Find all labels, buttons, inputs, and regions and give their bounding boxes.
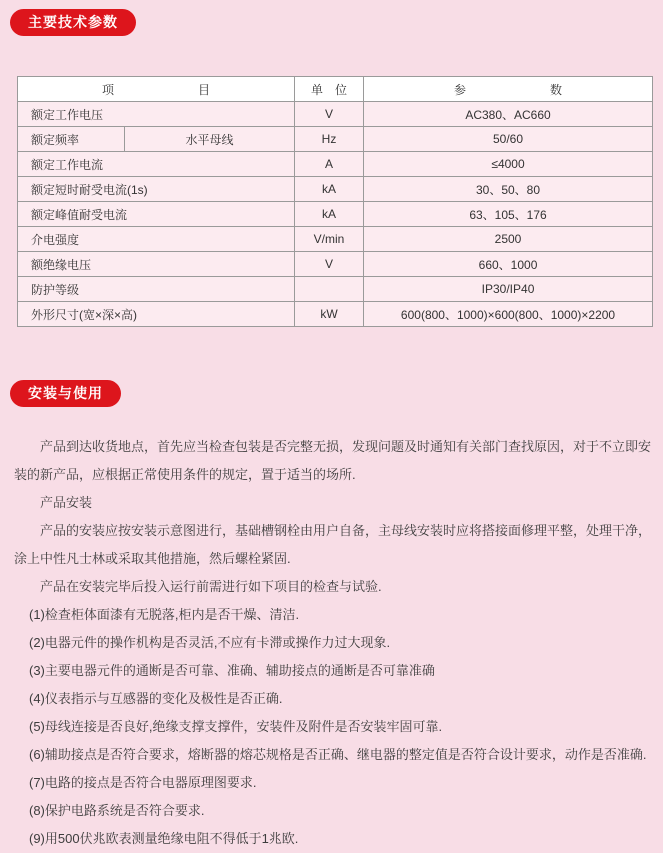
cell-unit: Hz xyxy=(295,127,364,152)
cell-unit: kA xyxy=(295,202,364,227)
table-row xyxy=(18,227,653,252)
cell-item: 额定峰值耐受电流 xyxy=(18,202,295,227)
check-item-8: (8)保护电路系统是否符合要求. xyxy=(29,803,205,818)
check-item-4: (4)仪表指示与互感器的变化及极性是否正确. xyxy=(29,691,283,706)
cell-unit: V/min xyxy=(295,227,364,252)
cell-unit: V xyxy=(295,102,364,127)
check-item-3: (3)主要电器元件的通断是否可靠、准确、辅助接点的通断是否可靠准确 xyxy=(29,663,435,678)
cell-param: 50/60 xyxy=(364,127,653,152)
table-row xyxy=(18,252,653,277)
cell-param: 600(800、1000)×600(800、1000)×2200 xyxy=(364,302,653,327)
paragraph-arrival-check: 产品到达收货地点，首先应当检查包装是否完整无损，发现问题及时通知有关部门查找原因，对于不立即安装的新产品，应根据正常使用条件的规定，置于适当的场所. xyxy=(14,439,652,482)
cell-unit: A xyxy=(295,152,364,177)
paragraph-precommission-intro: 产品在安装完毕后投入运行前需进行如下项目的检查与试验. xyxy=(40,579,382,594)
paragraph-install-heading: 产品安装 xyxy=(40,495,93,510)
check-item-5: (5)母线连接是否良好,绝缘支撑支撑件，安装件及附件是否安装牢固可靠. xyxy=(29,719,443,734)
cell-unit: kW xyxy=(295,302,364,327)
table-row xyxy=(18,202,653,227)
cell-item: 外形尺寸(宽×深×高) xyxy=(18,302,295,327)
table-row xyxy=(18,277,653,302)
cell-param: 660、1000 xyxy=(364,252,653,277)
cell-item: 防护等级 xyxy=(18,277,295,302)
check-item-1: (1)检查柜体面漆有无脱落,柜内是否干燥、清洁. xyxy=(29,607,300,622)
cell-item: 额绝缘电压 xyxy=(18,252,295,277)
table-header-item: 项 目 xyxy=(18,77,295,102)
cell-item-sub: 水平母线 xyxy=(125,127,295,152)
cell-unit: V xyxy=(295,252,364,277)
table-row xyxy=(18,152,653,177)
cell-unit: kA xyxy=(295,177,364,202)
table-header-unit: 单 位 xyxy=(295,77,364,102)
spec-table xyxy=(17,76,653,327)
cell-item: 介电强度 xyxy=(18,227,295,252)
check-item-9: (9)用500伏兆欧表测量绝缘电阻不得低于1兆欧. xyxy=(29,831,299,846)
cell-param: 30、50、80 xyxy=(364,177,653,202)
paragraph-install-procedure: 产品的安装应按安装示意图进行，基础槽钢栓由用户自备，主母线安装时应将搭接面修理平整，处理干净，涂上中性凡士林或采取其他措施，然后螺栓紧固. xyxy=(14,523,652,566)
cell-item: 额定工作电流 xyxy=(18,152,295,177)
cell-item: 额定短时耐受电流(1s) xyxy=(18,177,295,202)
table-row xyxy=(18,127,653,152)
check-item-6: (6)辅助接点是否符合要求，熔断器的熔芯规格是否正确、继电器的整定值是否符合设计要求，动作是否准确. xyxy=(29,747,647,762)
cell-item: 额定频率 xyxy=(18,127,125,152)
table-header-row xyxy=(18,77,653,102)
check-item-7: (7)电路的接点是否符合电器原理图要求. xyxy=(29,775,257,790)
cell-param: 63、105、176 xyxy=(364,202,653,227)
cell-param: 2500 xyxy=(364,227,653,252)
cell-item: 额定工作电压 xyxy=(18,102,295,127)
table-row xyxy=(18,302,653,327)
section-badge-installation-use: 安装与使用 xyxy=(10,380,121,407)
table-header-param: 参 数 xyxy=(364,77,653,102)
check-item-2: (2)电器元件的操作机构是否灵活,不应有卡滞或操作力过大现象. xyxy=(29,635,391,650)
installation-instructions xyxy=(14,433,655,853)
cell-param: ≤4000 xyxy=(364,152,653,177)
table-row xyxy=(18,102,653,127)
section-badge-main-parameters: 主要技术参数 xyxy=(10,9,136,36)
cell-unit xyxy=(295,277,364,302)
cell-param: AC380、AC660 xyxy=(364,102,653,127)
cell-param: IP30/IP40 xyxy=(364,277,653,302)
table-row xyxy=(18,177,653,202)
